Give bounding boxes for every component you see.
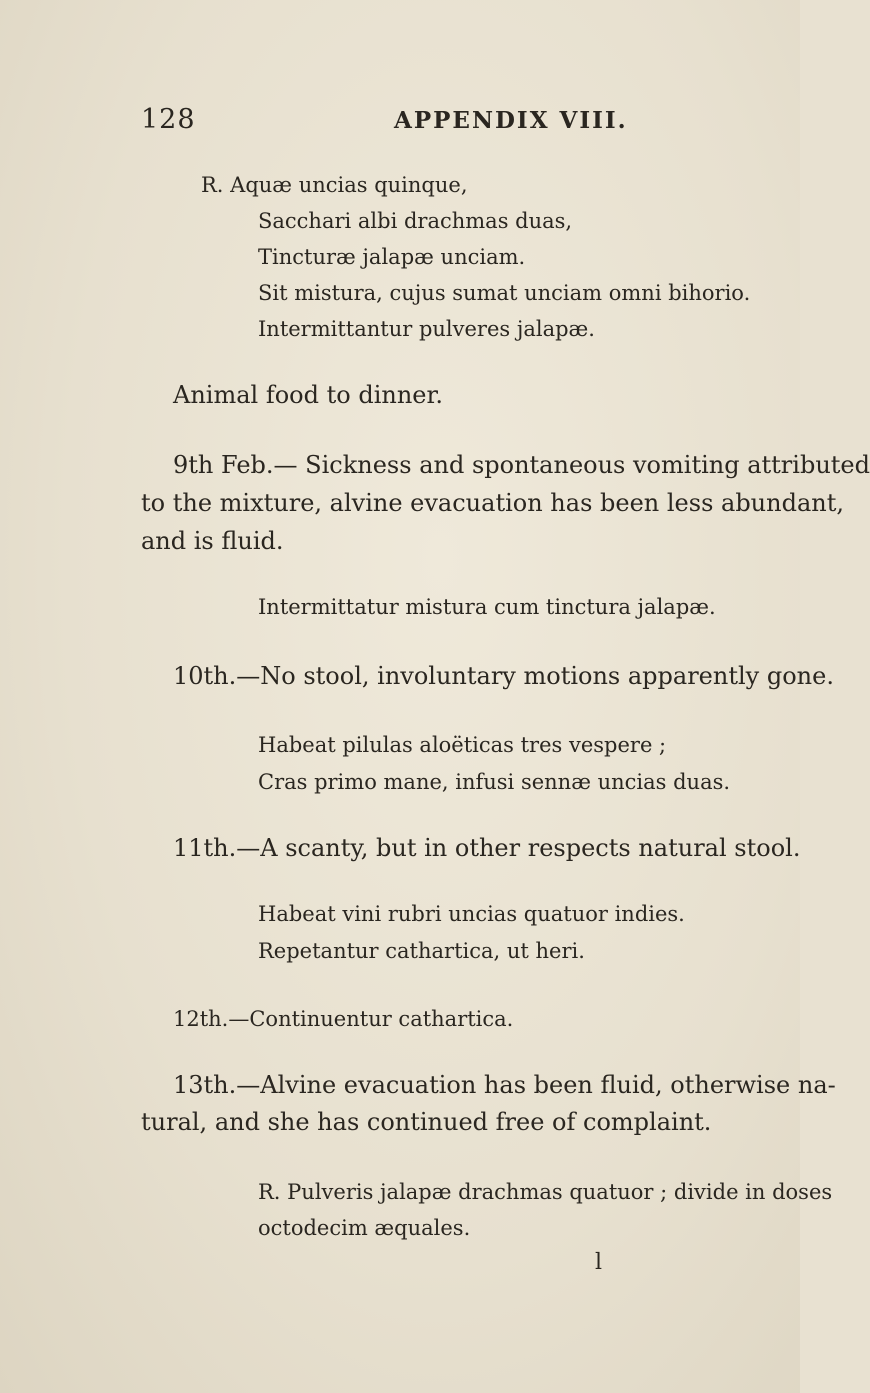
page-number: 128 [141,104,196,135]
entry-line: 10th.—No stool, involuntary motions apparently gone. [173,662,834,690]
entry-line: 9th Feb.— Sickness and spontaneous vomiting attributed [173,451,870,479]
diet-note: Animal food to dinner. [173,381,443,409]
entry-line: 13th.—Alvine evacuation has been fluid, otherwise na- [173,1071,836,1099]
prescription-line: Habeat vini rubri uncias quatuor indies. [258,902,685,926]
prescription-line: octodecim æquales. [258,1216,471,1240]
entry-line: to the mixture, alvine evacuation has been less abundant, [141,489,844,517]
prescription-line: R. Pulveris jalapæ drachmas quatuor ; divide in doses [258,1180,833,1204]
prescription-line: Intermittatur mistura cum tinctura jalapæ. [258,595,716,619]
prescription-line: Repetantur cathartica, ut heri. [258,939,585,963]
prescription-line: Sacchari albi drachmas duas, [258,209,573,233]
prescription-line: R. Aquæ uncias quinque, [201,173,468,197]
prescription-line: Habeat pilulas aloëticas tres vespere ; [258,733,667,757]
entry-line: 11th.—A scanty, but in other respects natural stool. [173,834,801,862]
prescription-line: Sit mistura, cujus sumat unciam omni bihorio. [258,281,751,305]
entry-line: tural, and she has continued free of complaint. [141,1108,712,1136]
prescription-line: Cras primo mane, infusi sennæ uncias duas. [258,770,731,794]
prescription-line: Tincturæ jalapæ unciam. [258,245,526,269]
running-head: APPENDIX VIII. [394,107,628,134]
page-header [141,104,701,144]
prescription-line: Intermittantur pulveres jalapæ. [258,317,595,341]
entry-line: and is fluid. [141,527,284,555]
entry-line: 12th.—Continuentur cathartica. [173,1007,514,1031]
signature-mark: l [595,1250,603,1275]
